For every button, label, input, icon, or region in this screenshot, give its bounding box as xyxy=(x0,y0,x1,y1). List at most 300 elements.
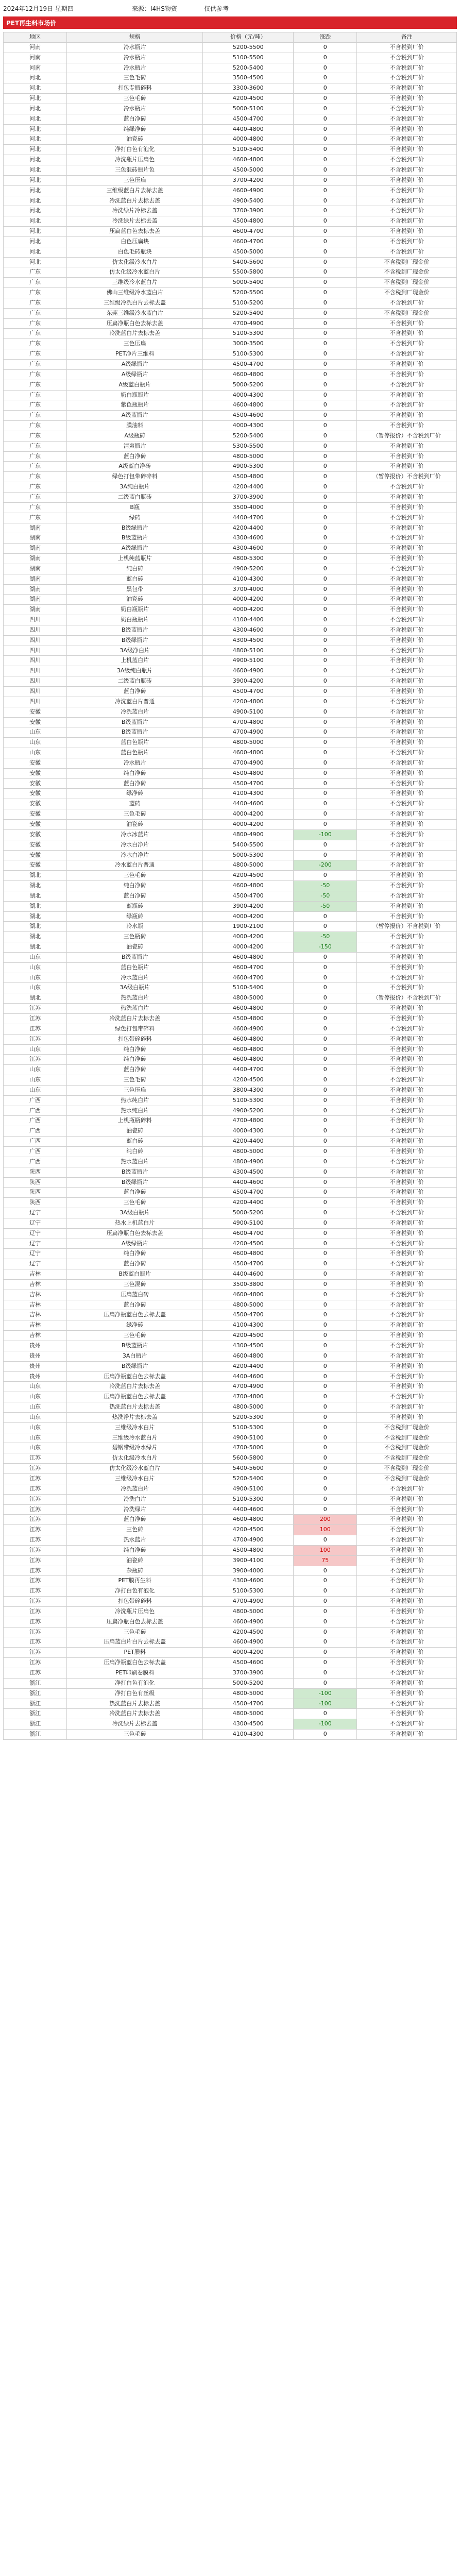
table-row xyxy=(4,1044,457,1055)
table-row xyxy=(4,1402,457,1413)
change-cell: 0 xyxy=(294,513,357,523)
remark-cell: 不含税到厂价 xyxy=(357,1515,457,1525)
remark-cell: 不含税到厂价 xyxy=(357,1484,457,1494)
price-cell: 4200-4500 xyxy=(203,871,294,881)
price-cell: 4400-4600 xyxy=(203,1177,294,1188)
region-cell: 江苏 xyxy=(4,1545,67,1555)
change-cell: 0 xyxy=(294,288,357,298)
table-row xyxy=(4,1085,457,1095)
remark-cell: （暂停报价）不含税到厂价 xyxy=(357,993,457,1004)
table-row xyxy=(4,390,457,400)
spec-cell: PET印刷卷膜料 xyxy=(67,1668,203,1679)
col-price: 价格（元/吨） xyxy=(203,32,294,43)
table-row xyxy=(4,1719,457,1730)
report-date: 2024年12月19日 星期四 xyxy=(3,5,74,12)
table-row xyxy=(4,1525,457,1535)
region-cell: 湖南 xyxy=(4,605,67,615)
spec-cell: 绿净砖 xyxy=(67,789,203,799)
price-cell: 4000-4200 xyxy=(203,942,294,953)
price-cell: 4800-5000 xyxy=(203,993,294,1004)
price-cell: 4800-5000 xyxy=(203,860,294,871)
price-cell: 4600-4800 xyxy=(203,1290,294,1300)
spec-cell: 热洗蓝白片 xyxy=(67,993,203,1004)
spec-cell: 3A级白瓶片 xyxy=(67,983,203,993)
change-cell: 0 xyxy=(294,257,357,267)
region-cell: 江苏 xyxy=(4,1617,67,1627)
table-row xyxy=(4,462,457,472)
table-row xyxy=(4,1361,457,1371)
spec-cell: 三色毛砖 xyxy=(67,1627,203,1637)
table-row xyxy=(4,840,457,850)
price-cell: 4600-4900 xyxy=(203,666,294,676)
change-cell: 0 xyxy=(294,1106,357,1116)
change-cell: 100 xyxy=(294,1545,357,1555)
price-cell: 4600-4900 xyxy=(203,1617,294,1627)
remark-cell: 不含税到厂价 xyxy=(357,687,457,697)
spec-cell: B级绿瓶片 xyxy=(67,1177,203,1188)
table-row xyxy=(4,544,457,554)
region-cell: 江苏 xyxy=(4,1055,67,1065)
spec-cell: 打包专瓶碎料 xyxy=(67,83,203,94)
price-cell: 4900-5100 xyxy=(203,656,294,666)
table-row xyxy=(4,1637,457,1648)
remark-cell: 不含税到厂价 xyxy=(357,840,457,850)
region-cell: 广东 xyxy=(4,298,67,308)
region-cell: 湖南 xyxy=(4,523,67,533)
price-cell: 3900-4200 xyxy=(203,901,294,911)
table-row xyxy=(4,1228,457,1239)
region-cell: 湖北 xyxy=(4,911,67,922)
change-cell: 0 xyxy=(294,871,357,881)
header-row xyxy=(4,32,457,43)
change-cell: 0 xyxy=(294,360,357,370)
remark-cell: 不含税到厂价 xyxy=(357,1290,457,1300)
change-cell: 0 xyxy=(294,635,357,646)
change-cell: 0 xyxy=(294,247,357,257)
spec-cell: 油瓷砖 xyxy=(67,1126,203,1137)
table-row xyxy=(4,1239,457,1249)
region-cell: 广东 xyxy=(4,278,67,288)
price-cell: 5400-5500 xyxy=(203,840,294,850)
table-row xyxy=(4,227,457,237)
region-cell: 陕西 xyxy=(4,1198,67,1208)
region-cell: 湖北 xyxy=(4,881,67,891)
change-cell: 0 xyxy=(294,523,357,533)
region-cell: 山东 xyxy=(4,1065,67,1075)
remark-cell: 不含税到厂价 xyxy=(357,1279,457,1290)
change-cell: 0 xyxy=(294,983,357,993)
region-cell: 广东 xyxy=(4,380,67,390)
remark-cell: 不含税到厂价 xyxy=(357,523,457,533)
price-cell: 4600-4800 xyxy=(203,1351,294,1361)
price-cell: 4700-4900 xyxy=(203,758,294,768)
remark-cell: 不含税到厂价 xyxy=(357,1412,457,1422)
remark-cell: 不含税到厂价 xyxy=(357,318,457,329)
region-cell: 贵州 xyxy=(4,1371,67,1382)
table-row xyxy=(4,809,457,820)
table-row xyxy=(4,1688,457,1699)
spec-cell: 冷洗白片 xyxy=(67,1494,203,1504)
remark-cell: 不含税到厂价 xyxy=(357,1668,457,1679)
region-cell: 辽宁 xyxy=(4,1249,67,1259)
price-cell: 4000-4300 xyxy=(203,1126,294,1137)
remark-cell: 不含税到厂价 xyxy=(357,421,457,431)
remark-cell: 不含税到厂价 xyxy=(357,1300,457,1310)
spec-cell: 冷洗蓝白片去标去盖 xyxy=(67,1014,203,1024)
region-cell: 广西 xyxy=(4,1106,67,1116)
spec-cell: 冷洗蓝白片去标去盖 xyxy=(67,329,203,339)
remark-cell: 不含税到厂价 xyxy=(357,360,457,370)
price-cell: 4500-4700 xyxy=(203,1259,294,1269)
change-cell: 0 xyxy=(294,94,357,104)
price-cell: 4600-4800 xyxy=(203,1004,294,1014)
price-cell: 4600-4700 xyxy=(203,227,294,237)
change-cell: 0 xyxy=(294,462,357,472)
region-cell: 四川 xyxy=(4,697,67,707)
price-cell: 4800-5000 xyxy=(203,738,294,748)
spec-cell: 蓝白净砖 xyxy=(67,687,203,697)
table-row xyxy=(4,983,457,993)
price-cell: 4600-4700 xyxy=(203,962,294,973)
remark-cell: 不含税到厂价 xyxy=(357,860,457,871)
remark-cell: 不含税到厂价 xyxy=(357,962,457,973)
price-cell: 3800-4300 xyxy=(203,1085,294,1095)
spec-cell: 蓝白净砖 xyxy=(67,451,203,462)
remark-cell: 不含税到厂价 xyxy=(357,1709,457,1719)
remark-cell: 不含税到厂价 xyxy=(357,390,457,400)
spec-cell: 三色毛砖 xyxy=(67,1730,203,1740)
price-cell: 4700-4900 xyxy=(203,1382,294,1392)
remark-cell: 不含税到厂现金价 xyxy=(357,267,457,278)
price-cell: 4200-4500 xyxy=(203,94,294,104)
change-cell: 0 xyxy=(294,1627,357,1637)
price-cell: 4000-4200 xyxy=(203,595,294,605)
price-cell: 4300-4500 xyxy=(203,635,294,646)
price-cell: 4100-4300 xyxy=(203,574,294,584)
remark-cell: 不含税到厂价 xyxy=(357,1239,457,1249)
change-cell: 0 xyxy=(294,145,357,155)
spec-cell: 压扁净瓶蓝白色去标去盖 xyxy=(67,1371,203,1382)
table-row xyxy=(4,993,457,1004)
region-cell: 山东 xyxy=(4,962,67,973)
change-cell: 0 xyxy=(294,1034,357,1044)
change-cell: 0 xyxy=(294,1668,357,1679)
price-cell: 4500-5000 xyxy=(203,247,294,257)
region-cell: 吉林 xyxy=(4,1331,67,1341)
spec-cell: 压扁净瓶白色去标去盖 xyxy=(67,1228,203,1239)
spec-cell: 冷水瓶 xyxy=(67,922,203,932)
spec-cell: 纯白净砖 xyxy=(67,881,203,891)
spec-cell: 压扁蓝白片白片去标去盖 xyxy=(67,1637,203,1648)
change-cell: 0 xyxy=(294,175,357,185)
region-cell: 江苏 xyxy=(4,1453,67,1464)
region-cell: 广东 xyxy=(4,349,67,360)
spec-cell: A级绿瓶片 xyxy=(67,360,203,370)
change-cell: 0 xyxy=(294,1095,357,1106)
change-cell: 0 xyxy=(294,42,357,53)
region-cell: 江苏 xyxy=(4,1606,67,1617)
spec-cell: 三色毛砖 xyxy=(67,809,203,820)
remark-cell: 不含税到厂价 xyxy=(357,1545,457,1555)
change-cell: 0 xyxy=(294,1412,357,1422)
region-cell: 山东 xyxy=(4,1402,67,1413)
remark-cell: 不含税到厂价 xyxy=(357,502,457,513)
table-row xyxy=(4,564,457,574)
remark-cell: 不含税到厂价 xyxy=(357,574,457,584)
spec-cell: 三色毛砖 xyxy=(67,1331,203,1341)
change-cell: 0 xyxy=(294,185,357,196)
region-cell: 湖北 xyxy=(4,942,67,953)
change-cell: -100 xyxy=(294,1719,357,1730)
spec-cell: 冷洗蓝白片去标去盖 xyxy=(67,196,203,206)
price-cell: 4600-4800 xyxy=(203,1249,294,1259)
remark-cell: 不含税到厂价 xyxy=(357,227,457,237)
price-cell: 5000-5100 xyxy=(203,104,294,114)
table-row xyxy=(4,472,457,482)
spec-cell: 上机蓝白片 xyxy=(67,656,203,666)
change-cell: 0 xyxy=(294,380,357,390)
spec-cell: 冷水蓝白片普通 xyxy=(67,860,203,871)
region-cell: 山东 xyxy=(4,973,67,983)
price-cell: 4400-4700 xyxy=(203,513,294,523)
remark-cell: 不含税到厂价 xyxy=(357,952,457,962)
region-cell: 山东 xyxy=(4,748,67,758)
remark-cell: 不含税到厂价 xyxy=(357,1699,457,1709)
price-cell: 4600-4700 xyxy=(203,236,294,247)
remark-cell: 不含税到厂价 xyxy=(357,1137,457,1147)
table-row xyxy=(4,697,457,707)
spec-cell: 蓝白净砖 xyxy=(67,1065,203,1075)
remark-cell: 不含税到厂价 xyxy=(357,1146,457,1157)
change-cell: 0 xyxy=(294,789,357,799)
remark-cell: 不含税到厂价 xyxy=(357,1597,457,1607)
change-cell: 0 xyxy=(294,1167,357,1177)
table-row xyxy=(4,1597,457,1607)
change-cell: 0 xyxy=(294,1606,357,1617)
table-row xyxy=(4,1146,457,1157)
spec-cell: A级瓶砖 xyxy=(67,431,203,441)
report-source: 来源：I4HS物资 xyxy=(132,5,177,12)
table-row xyxy=(4,932,457,942)
change-cell: 0 xyxy=(294,1586,357,1597)
remark-cell: 不含税到厂价 xyxy=(357,932,457,942)
price-cell: 5100-5300 xyxy=(203,1586,294,1597)
change-cell: 0 xyxy=(294,840,357,850)
remark-cell: 不含税到厂价 xyxy=(357,881,457,891)
remark-cell: 不含税到厂价 xyxy=(357,1014,457,1024)
remark-cell: 不含税到厂价 xyxy=(357,1504,457,1515)
remark-cell: 不含税到厂价 xyxy=(357,676,457,687)
region-cell: 广西 xyxy=(4,1137,67,1147)
region-cell: 广东 xyxy=(4,318,67,329)
remark-cell: 不含税到厂价 xyxy=(357,175,457,185)
region-cell: 江苏 xyxy=(4,1525,67,1535)
spec-cell: 仿太化级冷水蓝白片 xyxy=(67,267,203,278)
remark-cell: 不含税到厂价 xyxy=(357,1167,457,1177)
change-cell: 0 xyxy=(294,441,357,451)
price-cell: 4900-5100 xyxy=(203,1433,294,1443)
spec-cell: 热水上机蓝白片 xyxy=(67,1218,203,1228)
price-cell: 3500-3800 xyxy=(203,1279,294,1290)
price-cell: 4200-4400 xyxy=(203,1361,294,1371)
region-cell: 广东 xyxy=(4,411,67,421)
table-row xyxy=(4,523,457,533)
remark-cell: 不含税到厂价 xyxy=(357,871,457,881)
table-row xyxy=(4,1555,457,1566)
change-cell: 0 xyxy=(294,492,357,502)
spec-cell: 上机瓶瓶碎料 xyxy=(67,1116,203,1126)
price-cell: 4400-4800 xyxy=(203,124,294,134)
price-cell: 4100-4300 xyxy=(203,1320,294,1331)
spec-cell: 三维级冷水白片 xyxy=(67,1422,203,1433)
spec-cell: 油瓷砖 xyxy=(67,1555,203,1566)
change-cell: 0 xyxy=(294,1566,357,1576)
remark-cell: 不含税到厂价 xyxy=(357,145,457,155)
price-cell: 5500-5800 xyxy=(203,267,294,278)
remark-cell: 不含税到厂价 xyxy=(357,1188,457,1198)
report-note: 仅供参考 xyxy=(204,5,229,12)
spec-cell: 油瓷砖 xyxy=(67,819,203,829)
remark-cell: 不含税到厂价 xyxy=(357,635,457,646)
change-cell: 0 xyxy=(294,421,357,431)
spec-cell: 热水纯白片 xyxy=(67,1106,203,1116)
region-cell: 四川 xyxy=(4,625,67,635)
region-cell: 河北 xyxy=(4,257,67,267)
change-cell: 0 xyxy=(294,104,357,114)
change-cell: 0 xyxy=(294,1065,357,1075)
region-cell: 广东 xyxy=(4,308,67,318)
table-row xyxy=(4,1157,457,1167)
change-cell: 0 xyxy=(294,1239,357,1249)
price-cell: 4200-4400 xyxy=(203,1137,294,1147)
remark-cell: 不含税到厂价 xyxy=(357,1177,457,1188)
region-cell: 广东 xyxy=(4,329,67,339)
table-row xyxy=(4,707,457,717)
remark-cell: 不含税到厂价 xyxy=(357,564,457,574)
remark-cell: 不含税到厂价 xyxy=(357,615,457,625)
change-cell: 0 xyxy=(294,1494,357,1504)
region-cell: 江苏 xyxy=(4,1627,67,1637)
table-row xyxy=(4,1034,457,1044)
region-cell: 河北 xyxy=(4,114,67,124)
table-row xyxy=(4,236,457,247)
remark-cell: 不含税到厂价 xyxy=(357,1075,457,1086)
table-row xyxy=(4,778,457,789)
spec-cell: 清爽瓶片 xyxy=(67,441,203,451)
region-cell: 湖南 xyxy=(4,584,67,595)
spec-cell: 3A级纯白瓶片 xyxy=(67,666,203,676)
change-cell: 0 xyxy=(294,1228,357,1239)
change-cell: 0 xyxy=(294,155,357,165)
price-cell: 4700-4900 xyxy=(203,1597,294,1607)
remark-cell: 不含税到厂价 xyxy=(357,646,457,656)
table-row xyxy=(4,1310,457,1320)
remark-cell: 不含税到厂价 xyxy=(357,83,457,94)
price-cell: 4500-4600 xyxy=(203,1658,294,1668)
spec-cell: 油瓷砖 xyxy=(67,595,203,605)
remark-cell: 不含税到厂价 xyxy=(357,1658,457,1668)
region-cell: 浙江 xyxy=(4,1730,67,1740)
region-cell: 贵州 xyxy=(4,1341,67,1351)
table-row xyxy=(4,635,457,646)
table-row xyxy=(4,1504,457,1515)
change-cell: 0 xyxy=(294,1259,357,1269)
remark-cell: 不含税到厂价 xyxy=(357,1228,457,1239)
region-cell: 四川 xyxy=(4,656,67,666)
change-cell: 0 xyxy=(294,748,357,758)
remark-cell: 不含税到厂价 xyxy=(357,411,457,421)
price-cell: 5000-5200 xyxy=(203,1208,294,1218)
change-cell: 200 xyxy=(294,1515,357,1525)
table-row xyxy=(4,196,457,206)
table-row xyxy=(4,952,457,962)
table-row xyxy=(4,1576,457,1586)
remark-cell: 不含税到厂价 xyxy=(357,53,457,63)
table-row xyxy=(4,1494,457,1504)
spec-cell: 三色毛砖 xyxy=(67,871,203,881)
spec-cell: 冷水蓝白片 xyxy=(67,973,203,983)
table-row xyxy=(4,1668,457,1679)
remark-cell: 不含税到厂价 xyxy=(357,1249,457,1259)
col-remark: 备注 xyxy=(357,32,457,43)
region-cell: 山东 xyxy=(4,1044,67,1055)
region-cell: 江苏 xyxy=(4,1597,67,1607)
spec-cell: 冷水白净片 xyxy=(67,850,203,860)
change-cell: 0 xyxy=(294,1300,357,1310)
spec-cell: 二级蓝白瓶砖 xyxy=(67,492,203,502)
table-row xyxy=(4,891,457,901)
price-cell: 4800-5000 xyxy=(203,1688,294,1699)
region-cell: 江苏 xyxy=(4,1566,67,1576)
table-row xyxy=(4,114,457,124)
region-cell: 江苏 xyxy=(4,1535,67,1546)
price-cell: 4800-5000 xyxy=(203,1300,294,1310)
price-cell: 4500-4800 xyxy=(203,1545,294,1555)
region-cell: 江苏 xyxy=(4,1668,67,1679)
region-cell: 广东 xyxy=(4,502,67,513)
remark-cell: 不含税到厂价 xyxy=(357,1198,457,1208)
change-cell: 0 xyxy=(294,165,357,175)
table-row xyxy=(4,1177,457,1188)
spec-cell: 压扁蓝白色去标去盖 xyxy=(67,227,203,237)
table-row xyxy=(4,656,457,666)
remark-cell: 不含税到厂价 xyxy=(357,124,457,134)
table-row xyxy=(4,595,457,605)
remark-cell: 不含税到厂价 xyxy=(357,799,457,809)
table-row xyxy=(4,1422,457,1433)
price-cell: 5000-5200 xyxy=(203,1678,294,1688)
region-cell: 安徽 xyxy=(4,758,67,768)
change-cell: 0 xyxy=(294,482,357,493)
price-cell: 4900-5200 xyxy=(203,1106,294,1116)
price-cell: 4600-4800 xyxy=(203,952,294,962)
spec-cell: 3A级白瓶片 xyxy=(67,1208,203,1218)
region-cell: 安徽 xyxy=(4,840,67,850)
table-row xyxy=(4,83,457,94)
price-cell: 5400-5600 xyxy=(203,257,294,267)
remark-cell: 不含税到厂价 xyxy=(357,451,457,462)
change-cell: 0 xyxy=(294,1320,357,1331)
region-cell: 山东 xyxy=(4,1443,67,1453)
table-row xyxy=(4,451,457,462)
spec-cell: 净打白色有泡化 xyxy=(67,1586,203,1597)
spec-cell: PET膜再生料 xyxy=(67,1576,203,1586)
spec-cell: 佛山三维级冷水蓝白片 xyxy=(67,288,203,298)
table-row xyxy=(4,1300,457,1310)
price-cell: 4400-4600 xyxy=(203,1504,294,1515)
change-cell: 0 xyxy=(294,1730,357,1740)
price-cell: 5100-5300 xyxy=(203,1422,294,1433)
